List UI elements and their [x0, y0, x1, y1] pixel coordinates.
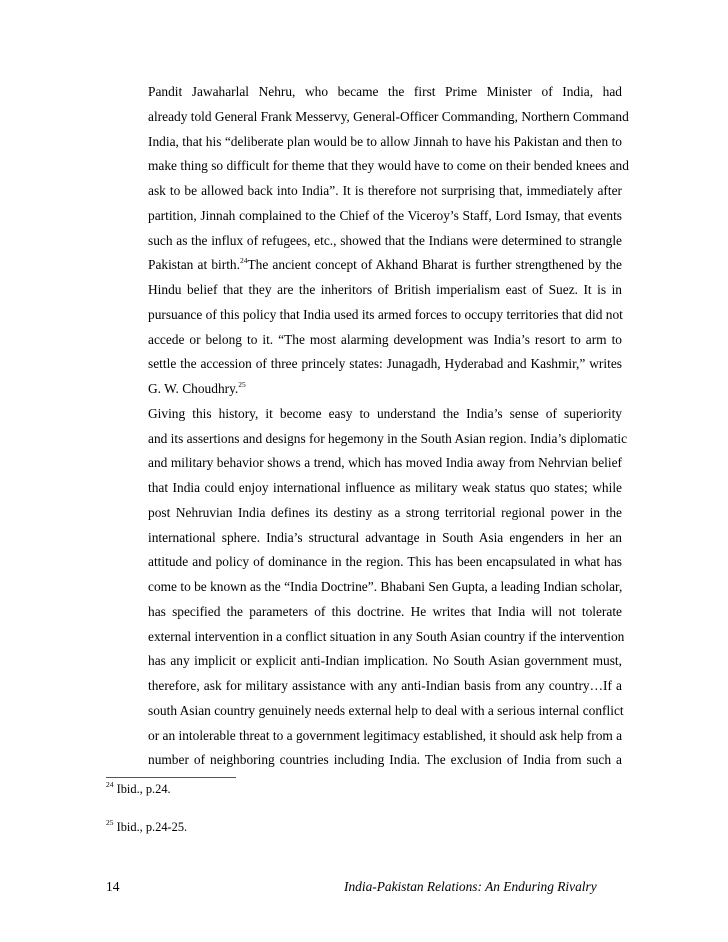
text-fragment: Pakistan at birth. — [148, 257, 240, 273]
footnote-ref[interactable]: 25 — [238, 380, 246, 389]
text-line: Pandit Jawaharlal Nehru, who became the first Prime Minister of India, had — [148, 84, 622, 99]
text-line: and military behavior shows a trend, which has moved India away from Nehrvian belief — [148, 455, 622, 471]
text-fragment: The ancient concept of Akhand Bharat is further strengthened by the — [247, 257, 622, 273]
footnote-divider — [106, 777, 236, 778]
text-line: Giving this history, it become easy to understand the India’s sense of superiority — [148, 405, 622, 421]
text-line: international sphere. India’s structural advantage in South Asia engenders in her an — [148, 529, 622, 545]
text-line: external intervention in a conflict situation in any South Asian country if the intervention — [148, 628, 625, 644]
running-title: India-Pakistan Relations: An Enduring Rivalry — [344, 879, 597, 894]
text-line: has any implicit or explicit anti-Indian implication. No South Asian government must, — [148, 653, 622, 669]
text-line: India, that his “deliberate plan would be to allow Jinnah to have his Pakistan and then to — [148, 133, 622, 149]
footnote-text: Ibid., p.24-25. — [116, 820, 188, 834]
body-text — [106, 80, 629, 773]
text-line: already told General Frank Messervy, General-Officer Commanding, Northern Command — [148, 108, 629, 124]
text-line: has specified the parameters of this doctrine. He writes that India will not tolerate — [148, 603, 622, 619]
text-line: number of neighboring countries including India. The exclusion of India from such a — [148, 752, 622, 768]
paragraph-1 — [106, 80, 629, 402]
text-line: Hindu belief that they are the inheritors of British imperialism east of Suez. It is in — [148, 282, 622, 297]
text-line: that India could enjoy international influence as military weak status quo states; while — [148, 480, 622, 495]
paragraph-2 — [106, 402, 628, 773]
footnote-24 — [106, 781, 171, 797]
footnote-marker: 25 — [106, 818, 114, 827]
text-line: therefore, ask for military assistance with any anti-Indian basis from any country…If a — [148, 678, 622, 693]
text-line: attitude and policy of dominance in the region. This has been encapsulated in what has — [148, 554, 622, 570]
footnote-text: Ibid., p.24. — [116, 782, 171, 796]
text-line: or an intolerable threat to a government legitimacy established, it should ask help from a — [148, 727, 623, 743]
text-line: settle the accession of three princely states: Junagadh, Hyderabad and Kashmir,” writes — [148, 356, 622, 372]
text-line: ask to be allowed back into India”. It is therefore not surprising that, immediately after — [148, 183, 622, 198]
text-line: such as the influx of refugees, etc., showed that the Indians were determined to strangle — [148, 232, 622, 248]
footnote-marker: 24 — [106, 780, 114, 789]
text-line: partition, Jinnah complained to the Chief of the Viceroy’s Staff, Lord Ismay, that events — [148, 207, 622, 223]
text-fragment: G. W. Choudhry. — [148, 381, 239, 396]
text-line: accede or belong to it. “The most alarming development was India’s resort to arm to — [148, 331, 622, 347]
text-line: post Nehruvian India defines its destiny as a strong territorial regional power in the — [148, 504, 622, 520]
text-line — [106, 377, 622, 402]
text-line: south Asian country genuinely needs external help to deal with a serious internal conflict — [148, 702, 624, 718]
footnote-ref[interactable]: 24 — [239, 256, 248, 266]
page-number: 14 — [106, 879, 120, 894]
footnote-25 — [106, 819, 187, 835]
text-line: make thing so difficult for theme that they would have to come on their bended knees and — [148, 158, 629, 174]
text-line: and its assertions and designs for hegemony in the South Asian region. India’s diplomatic — [148, 430, 628, 446]
text-line — [106, 253, 622, 278]
text-line: pursuance of this policy that India used its armed forces to occupy territories that did not — [148, 306, 623, 322]
text-line: come to be known as the “India Doctrine”. Bhabani Sen Gupta, a leading Indian scholar, — [148, 579, 623, 594]
